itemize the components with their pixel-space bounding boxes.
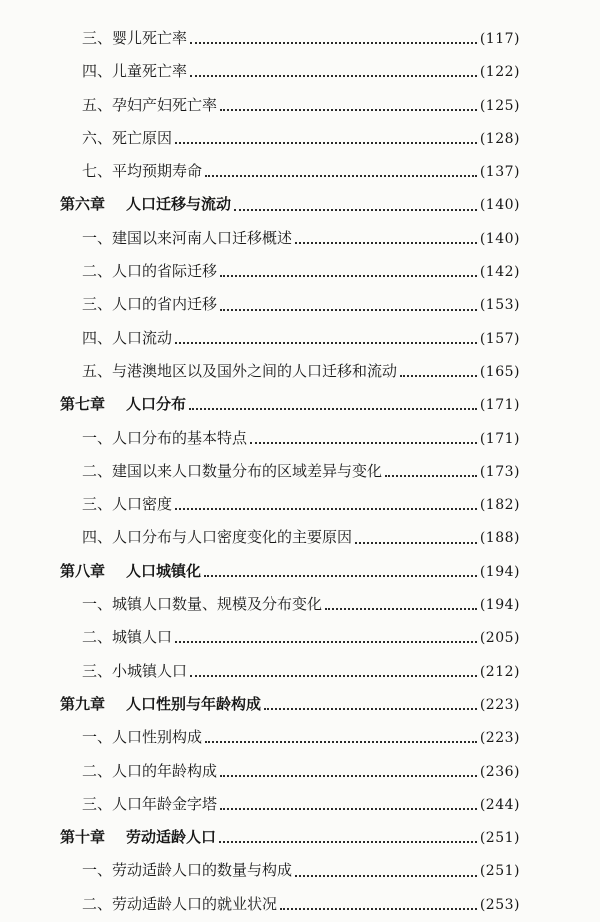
toc-chapter-row (60, 821, 520, 854)
toc-section-row (60, 455, 520, 488)
dot-leader (204, 574, 477, 577)
toc-entry-label: 一、城镇人口数量、规模及分布变化 (82, 595, 323, 614)
toc-entry-label: 三、人口的省内迁移 (82, 295, 218, 314)
toc-entry-title (82, 322, 172, 355)
toc-entry-label: 四、人口流动 (82, 328, 173, 347)
toc-section-row (60, 488, 520, 521)
toc-entry-title (82, 89, 217, 122)
page-number: (253) (479, 896, 520, 913)
page-number: (205) (479, 630, 520, 647)
page-number: (244) (479, 796, 520, 813)
toc-entry-label: 三、人口年龄金字塔 (82, 794, 218, 813)
toc-entry-title (60, 388, 186, 421)
toc-entry-title (60, 821, 216, 854)
toc-entry-title (82, 255, 217, 288)
toc-entry-label: 四、儿童死亡率 (82, 62, 188, 81)
toc-entry-title (82, 788, 217, 821)
toc-section-row (60, 422, 520, 455)
dot-leader (264, 707, 477, 710)
chapter-number: 第八章 (60, 561, 106, 580)
toc-entry-label: 一、人口分布的基本特点 (82, 428, 248, 447)
toc-section-row (60, 854, 520, 887)
toc-entry-label: 三、小城镇人口 (82, 661, 188, 680)
toc-section-row (60, 588, 520, 621)
page-number: (122) (479, 64, 520, 81)
page-number: (171) (479, 430, 520, 447)
dot-leader (220, 108, 477, 111)
page-number: (128) (479, 130, 520, 147)
toc-entry-title (82, 122, 172, 155)
page-number: (194) (479, 563, 520, 580)
page-number: (236) (479, 763, 520, 780)
toc-section-row (60, 721, 520, 754)
toc-entry-label: 六、死亡原因 (82, 128, 173, 147)
toc-section-row (60, 288, 520, 321)
dot-leader (175, 507, 477, 510)
toc-entry-label: 一、建国以来河南人口迁移概述 (82, 228, 293, 247)
page-number: (165) (479, 363, 520, 380)
dot-leader (205, 740, 477, 743)
toc-entry-title (60, 555, 201, 588)
toc-chapter-row (60, 188, 520, 221)
page-number: (142) (479, 264, 520, 281)
toc-entry-label: 人口性别与年龄构成 (126, 694, 262, 713)
toc-entry-title (82, 288, 217, 321)
toc-entry-label: 人口迁移与流动 (126, 195, 232, 214)
toc-entry-label: 二、人口的年龄构成 (82, 761, 218, 780)
toc-section-row (60, 22, 520, 55)
toc-section-row (60, 89, 520, 122)
toc-section-row (60, 55, 520, 88)
toc-entry-label: 二、劳动适龄人口的就业状况 (82, 894, 278, 913)
toc-entry-title (82, 455, 382, 488)
page-number: (212) (479, 663, 520, 680)
toc-section-row (60, 222, 520, 255)
toc-entry-title (60, 688, 261, 721)
page-number: (173) (479, 463, 520, 480)
toc-chapter-row (60, 688, 520, 721)
chapter-number: 第九章 (60, 694, 106, 713)
toc-entry-title (82, 721, 202, 754)
chapter-number: 第七章 (60, 395, 106, 414)
page-number: (153) (479, 297, 520, 314)
toc-section-row (60, 655, 520, 688)
toc-entry-label: 二、城镇人口 (82, 628, 173, 647)
toc-section-row (60, 355, 520, 388)
dot-leader (190, 74, 477, 77)
dot-leader (295, 241, 477, 244)
page-number: (137) (479, 164, 520, 181)
toc-entry-label: 三、婴儿死亡率 (82, 29, 188, 47)
toc-section-row (60, 521, 520, 554)
dot-leader (189, 407, 477, 410)
dot-leader (190, 41, 477, 44)
toc-section-row (60, 122, 520, 155)
toc-entry-title (82, 22, 187, 55)
toc-section-row (60, 755, 520, 788)
dot-leader (190, 674, 477, 677)
dot-leader (175, 341, 477, 344)
toc-entry-title (60, 188, 231, 221)
dot-leader (280, 907, 477, 910)
dot-leader (325, 607, 477, 610)
toc-entry-label: 三、人口密度 (82, 495, 173, 514)
dot-leader (355, 541, 477, 544)
toc-section-row (60, 788, 520, 821)
toc-entry-label: 七、平均预期寿命 (82, 162, 203, 181)
toc-entry-title (82, 155, 202, 188)
dot-leader (220, 274, 477, 277)
toc-entry-title (82, 355, 397, 388)
toc-section-row (60, 155, 520, 188)
toc-entry-label: 一、劳动适龄人口的数量与构成 (82, 861, 293, 880)
page-number: (117) (479, 31, 520, 47)
page-number: (251) (479, 830, 520, 847)
dot-leader (205, 174, 477, 177)
toc-entry-label: 五、与港澳地区以及国外之间的人口迁移和流动 (82, 361, 398, 380)
toc-section-row (60, 888, 520, 921)
dot-leader (295, 874, 477, 877)
toc-section-row (60, 255, 520, 288)
toc-entry-title (82, 854, 292, 887)
page-number: (125) (479, 97, 520, 114)
toc-entry-label: 人口城镇化 (126, 561, 202, 580)
toc-entry-label: 一、人口性别构成 (82, 728, 203, 747)
toc-entry-label: 二、人口的省际迁移 (82, 262, 218, 281)
page-number: (171) (479, 397, 520, 414)
toc-entry-title (82, 422, 247, 455)
toc-chapter-row (60, 555, 520, 588)
page-number: (223) (479, 696, 520, 713)
dot-leader (175, 141, 477, 144)
dot-leader (234, 208, 477, 211)
table-of-contents (60, 22, 520, 921)
toc-entry-label: 人口分布 (126, 395, 187, 414)
toc-entry-label: 二、建国以来人口数量分布的区域差异与变化 (82, 461, 383, 480)
dot-leader (219, 840, 477, 843)
toc-entry-title (82, 488, 172, 521)
dot-leader (175, 640, 477, 643)
toc-entry-title (82, 888, 277, 921)
chapter-number: 第六章 (60, 195, 106, 214)
dot-leader (220, 807, 477, 810)
toc-chapter-row (60, 388, 520, 421)
toc-entry-label: 五、孕妇产妇死亡率 (82, 95, 218, 114)
page-number: (182) (479, 497, 520, 514)
page-number: (188) (479, 530, 520, 547)
toc-entry-title (82, 222, 292, 255)
page-number: (223) (479, 730, 520, 747)
toc-section-row (60, 322, 520, 355)
dot-leader (400, 374, 477, 377)
page-number: (140) (479, 197, 520, 214)
dot-leader (385, 474, 477, 477)
chapter-number: 第十章 (60, 828, 106, 847)
toc-entry-title (82, 55, 187, 88)
toc-entry-title (82, 621, 172, 654)
dot-leader (250, 441, 477, 444)
toc-entry-title (82, 521, 352, 554)
toc-entry-title (82, 755, 217, 788)
page-number: (194) (479, 597, 520, 614)
toc-entry-title (82, 655, 187, 688)
page-number: (140) (479, 230, 520, 247)
dot-leader (220, 308, 477, 311)
toc-entry-label: 四、人口分布与人口密度变化的主要原因 (82, 528, 353, 547)
page-number: (251) (479, 863, 520, 880)
page-number: (157) (479, 330, 520, 347)
dot-leader (220, 774, 477, 777)
toc-section-row (60, 621, 520, 654)
toc-entry-title (82, 588, 322, 621)
toc-entry-label: 劳动适龄人口 (126, 828, 217, 847)
